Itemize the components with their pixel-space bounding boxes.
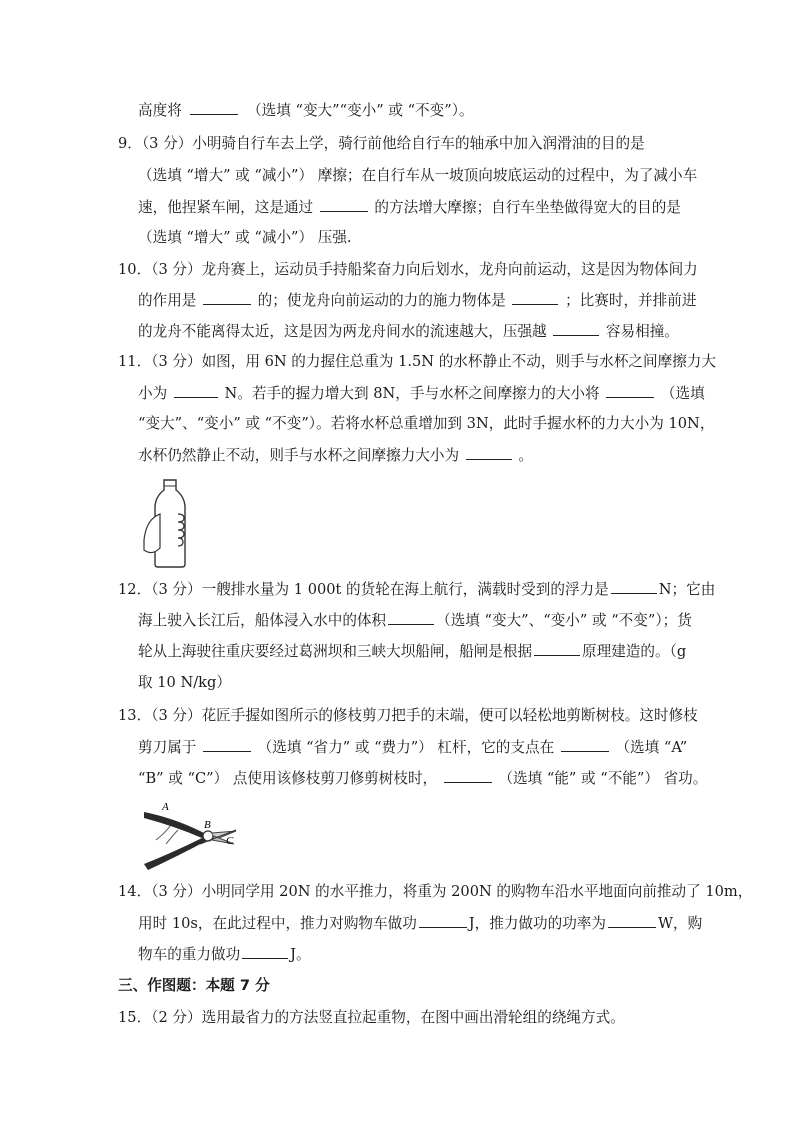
q10-text: ；比赛时，并排前进 — [565, 292, 697, 309]
q15-line: 15．（2 分）选用最省力的方法竖直拉起重物，在图中画出滑轮组的绕绳方式。 — [118, 1009, 625, 1026]
q11-line-3: “变大”、“变小” 或 “不变”）。若将水杯总重增加到 3N，此时手握水杯的力大小为 10N， — [138, 415, 715, 432]
q11-line-4 — [138, 445, 533, 466]
q12-line-4: 取 10 N/kg） — [138, 674, 231, 691]
q12-text: 海上驶入长江后，船体浸入水中的体积 — [138, 612, 387, 629]
q12-text: 原理建造的。（g — [582, 643, 687, 660]
q13-text: “B” 或 “C”） 点使用该修枝剪刀修剪树枝时， — [138, 770, 438, 787]
q14-text: J，推力做功的功率为 — [468, 915, 606, 932]
q11-text: 小为 — [138, 385, 168, 402]
q14-text: W，购 — [658, 915, 703, 932]
answer-blank — [553, 321, 599, 336]
q11-line-2 — [138, 383, 705, 404]
q10-text: 容易相撞。 — [605, 323, 679, 340]
answer-blank — [203, 737, 251, 752]
q14-line-2 — [138, 913, 702, 934]
label-a: A — [162, 801, 169, 813]
q9-line-4: （选填 “增大” 或 “减小”） 压强. — [138, 229, 352, 246]
answer-blank — [320, 197, 368, 212]
q12-text: （选填 “变大”、“变小” 或 “不变”）；货 — [436, 612, 692, 629]
q13-text: 剪刀属于 — [138, 739, 197, 756]
q8-line — [138, 100, 474, 121]
q12-line-1 — [118, 579, 715, 600]
q11-text: 水杯仍然静止不动，则手与水杯之间摩擦力大小为 — [138, 447, 460, 464]
q13-line-3 — [138, 768, 707, 789]
q13-text: （选填 “省力” 或 “费力”） 杠杆，它的支点在 — [257, 739, 555, 756]
q12-line-2 — [138, 610, 692, 631]
q14-text: 用时 10s，在此过程中，推力对购物车做功 — [138, 915, 417, 932]
q12-text: N；它由 — [658, 581, 716, 598]
q12-text: 轮从上海驶往重庆要经过葛洲坝和三峡大坝船闸，船闸是根据 — [138, 643, 533, 660]
pruning-shears-figure — [136, 800, 246, 872]
q9-text: 的方法增大摩擦；自行车坐垫做得宽大的目的是 — [374, 199, 681, 216]
q9-line-2: （选填 “增大” 或 “减小”） 摩擦；在自行车从一坡顶向坡底运动的过程中，为了减小车 — [138, 167, 698, 184]
answer-blank — [242, 944, 288, 959]
answer-blank — [608, 913, 656, 928]
q13-text: （选填 “A” — [615, 739, 688, 756]
answer-blank — [561, 737, 609, 752]
answer-blank — [419, 913, 467, 928]
q12-text: 12．（3 分）一艘排水量为 1 000t 的货轮在海上航行，满载时受到的浮力是 — [118, 581, 609, 598]
q9-text: 速，他捏紧车闸，这是通过 — [138, 199, 314, 216]
answer-blank — [203, 290, 251, 305]
section-heading: 三、作图题：本题 7 分 — [118, 977, 270, 994]
bottle-in-hand-figure — [140, 478, 200, 568]
q10-text: 的；使龙舟向前运动的力的施力物体是 — [257, 292, 506, 309]
q13-text: （选填 “能” 或 “不能”） 省功。 — [498, 770, 708, 787]
q11-line-1: 11．（3 分）如图，用 6N 的力握住总重为 1.5N 的水杯静止不动，则手与水杯之间摩擦力大 — [118, 353, 716, 370]
answer-blank — [388, 610, 434, 625]
q12-line-3 — [138, 641, 686, 662]
q8-text: （选填 “变大”“变小” 或 “不变”）。 — [247, 102, 474, 119]
q9-line-1: 9．（3 分）小明骑自行车去上学，骑行前他给自行车的轴承中加入润滑油的目的是 — [118, 135, 645, 152]
q10-text: 的作用是 — [138, 292, 197, 309]
q14-line-1: 14．（3 分）小明同学用 20N 的水平推力，将重为 200N 的购物车沿水平地面向前推动了 10m， — [118, 883, 753, 900]
label-c: C — [226, 835, 234, 847]
answer-blank — [611, 579, 657, 594]
q14-text: 物车的重力做功 — [138, 946, 241, 963]
answer-blank — [466, 445, 512, 460]
label-b: B — [204, 819, 211, 831]
q11-text: （选填 — [660, 385, 705, 402]
q11-text: 。 — [518, 447, 533, 464]
answer-blank — [190, 100, 238, 115]
answer-blank — [512, 290, 558, 305]
answer-blank — [444, 768, 492, 783]
q14-line-3 — [138, 944, 311, 965]
q10-line-2 — [138, 290, 696, 311]
q10-line-1: 10．（3 分）龙舟赛上，运动员手持船桨奋力向后划水，龙舟向前运动，这是因为物体间力 — [118, 261, 698, 278]
q14-text: J。 — [290, 946, 311, 963]
q10-line-3 — [138, 321, 679, 342]
q13-line-1: 13．（3 分）花匠手握如图所示的修枝剪刀把手的末端，便可以轻松地剪断树枝。这时修枝 — [118, 707, 698, 724]
q13-line-2 — [138, 737, 687, 758]
q10-text: 的龙舟不能离得太近，这是因为两龙舟间水的流速越大，压强越 — [138, 323, 547, 340]
answer-blank — [534, 641, 580, 656]
q11-text: N。若手的握力增大到 8N，手与水杯之间摩擦力的大小将 — [224, 385, 600, 402]
q8-text: 高度将 — [138, 102, 182, 119]
answer-blank — [174, 383, 218, 398]
q9-line-3 — [138, 197, 681, 218]
answer-blank — [606, 383, 654, 398]
